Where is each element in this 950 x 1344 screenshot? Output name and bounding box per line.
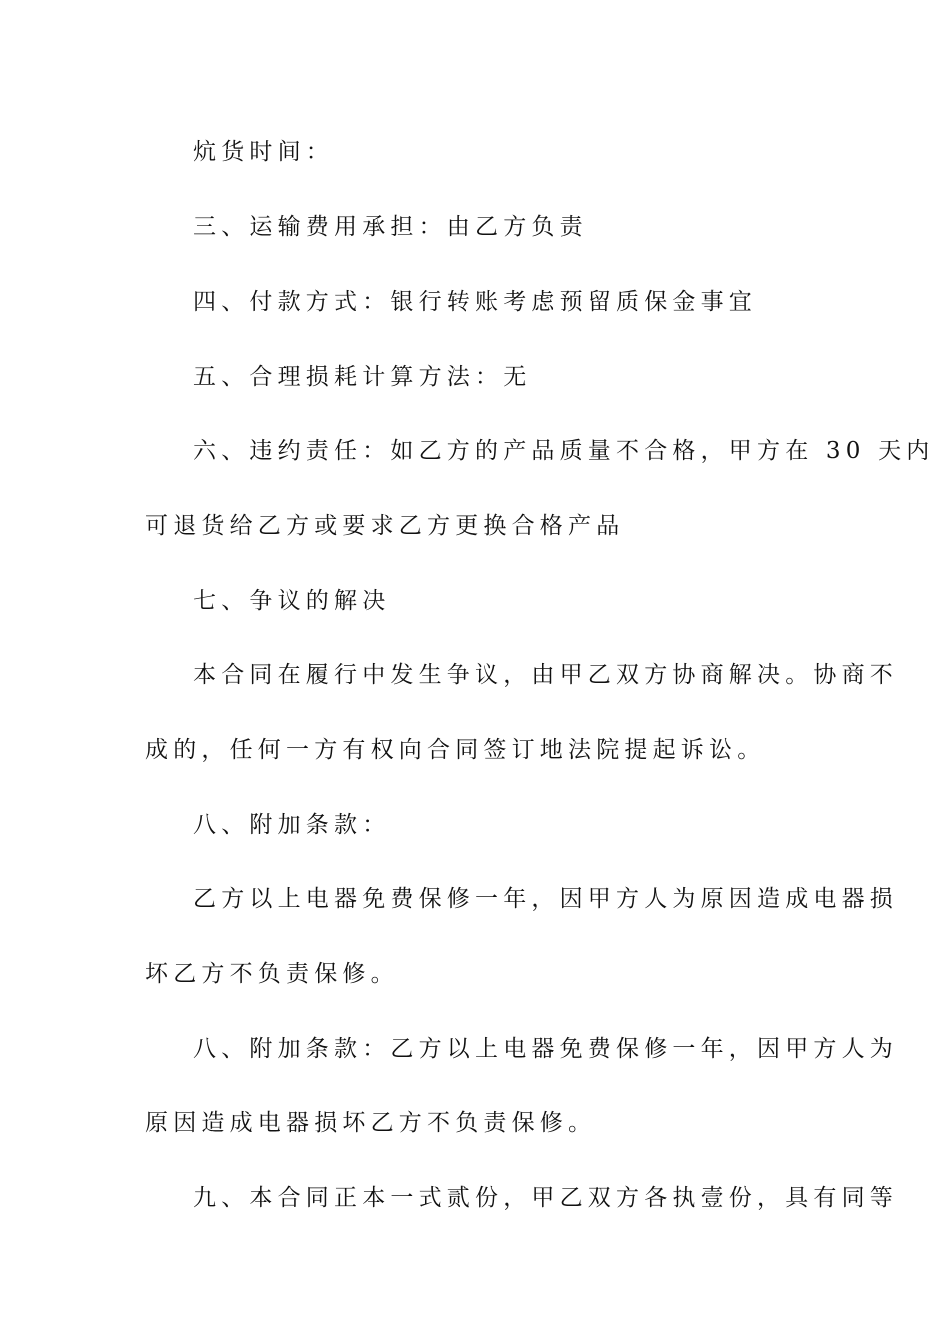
clause-8-body-line-2: 坏乙方不负责保修。 <box>145 961 399 987</box>
clause-5-loss-calculation: 五、合理损耗计算方法：无 <box>193 364 532 390</box>
clause-7-body-line-2: 成的，任何一方有权向合同签订地法院提起诉讼。 <box>145 737 766 763</box>
clause-4-payment-method: 四、付款方式：银行转账考虑预留质保金事宜 <box>193 289 757 315</box>
clause-7-body-line-1: 本合同在履行中发生争议，由甲乙双方协商解决。协商不 <box>193 662 898 688</box>
clause-7-heading: 七、争议的解决 <box>193 588 391 614</box>
delivery-time-line: 炕货时间： <box>193 139 334 165</box>
clause-6-liability-line-1: 六、违约责任：如乙方的产品质量不合格，甲方在 30 天内 <box>193 438 935 464</box>
clause-8-repeat-line-2: 原因造成电器损坏乙方不负责保修。 <box>145 1110 597 1136</box>
clause-3-transport-cost: 三、运输费用承担：由乙方负责 <box>193 214 588 240</box>
clause-8-repeat-line-1: 八、附加条款：乙方以上电器免费保修一年，因甲方人为 <box>193 1036 898 1062</box>
clause-9-line-1: 九、本合同正本一式贰份，甲乙双方各执壹份，具有同等 <box>193 1185 898 1211</box>
clause-6-liability-line-2: 可退货给乙方或要求乙方更换合格产品 <box>145 513 625 539</box>
clause-8-body-line-1: 乙方以上电器免费保修一年，因甲方人为原因造成电器损 <box>193 886 898 912</box>
clause-8-heading: 八、附加条款： <box>193 812 391 838</box>
